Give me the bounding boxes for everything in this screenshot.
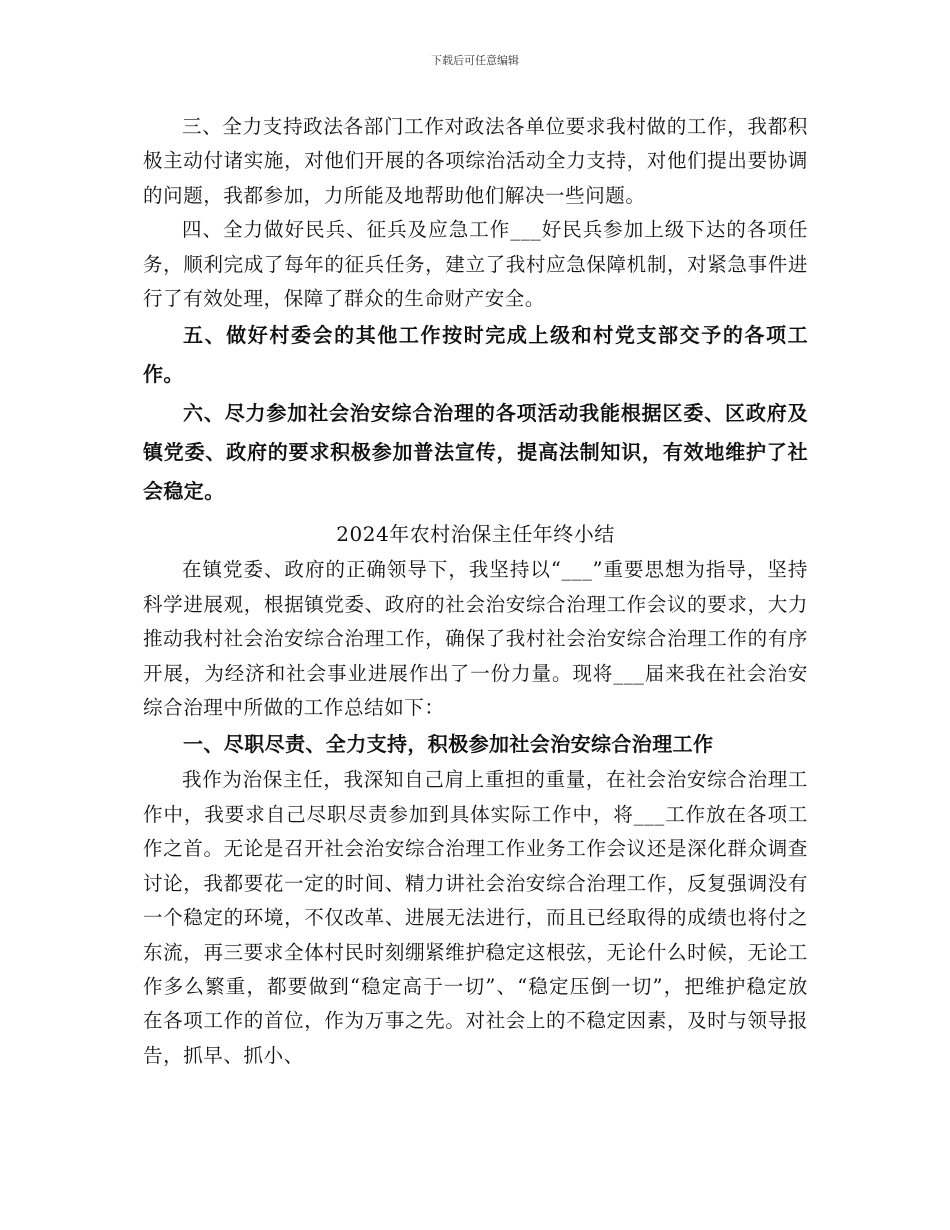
document-body [143, 110, 808, 1073]
section-heading-1: 一、尽职尽责、全力支持，积极参加社会治安综合治理工作 [183, 732, 714, 757]
paragraph-body: 我作为治保主任，我深知自己肩上重担的重量，在社会治安综合治理工作中，我要求自己尽职尽责参加到具体实际工作中，将___工作放在各项工作之首。无论是召开社会治安综合治理工作业务工作会议还是深化群众调查讨论，我都要花一定的时间、精力讲社会治安综合治理工作，反复强调没有一个稳定的环境，不仅改革、进展无法进行，而且已经取得的成绩也将付之东流，再三要求全体村民时刻绷紧维护稳定这根弦，无论什么时候，无论工作多么繁重，都要做到“稳定高于一切”、“稳定压倒一切”，把维护稳定放在各项工作的首位，作为万事之先。对社会上的不稳定因素，及时与领导报告，抓早、抓小、 [143, 768, 808, 1067]
page-header: 下载后可任意编辑 [431, 54, 519, 67]
paragraph-section-6: 六、尽力参加社会治安综合治理的各项活动我能根据区委、区政府及镇党委、政府的要求积极参加普法宣传，提高法制知识，有效地维护了社会稳定。 [143, 401, 808, 504]
paragraph-section-3: 三、全力支持政法各部门工作对政法各单位要求我村做的工作，我都积极主动付诸实施，对他们开展的各项综治活动全力支持，对他们提出要协调的问题，我都参加，力所能及地帮助他们解决一些问题。 [143, 115, 808, 207]
paragraph-section-4: 四、全力做好民兵、征兵及应急工作___好民兵参加上级下达的各项任务，顺利完成了每年的征兵任务，建立了我村应急保障机制，对紧急事件进行了有效处理，保障了群众的生命财产安全。 [143, 218, 808, 311]
paragraph-intro: 在镇党委、政府的正确领导下，我坚持以“___”重要思想为指导，坚持科学进展观，根据镇党委、政府的社会治安综合治理工作会议的要求，大力推动我村社会治安综合治理工作，确保了我村社会治安综合治理工作的有序开展，为经济和社会事业进展作出了一份力量。现将___届来我在社会治安综合治理中所做的工作总结如下： [143, 558, 808, 720]
document-title: 2024年农村治保主任年终小结 [336, 522, 615, 547]
paragraph-section-5: 五、做好村委会的其他工作按时完成上级和村党支部交予的各项工作。 [143, 323, 808, 387]
